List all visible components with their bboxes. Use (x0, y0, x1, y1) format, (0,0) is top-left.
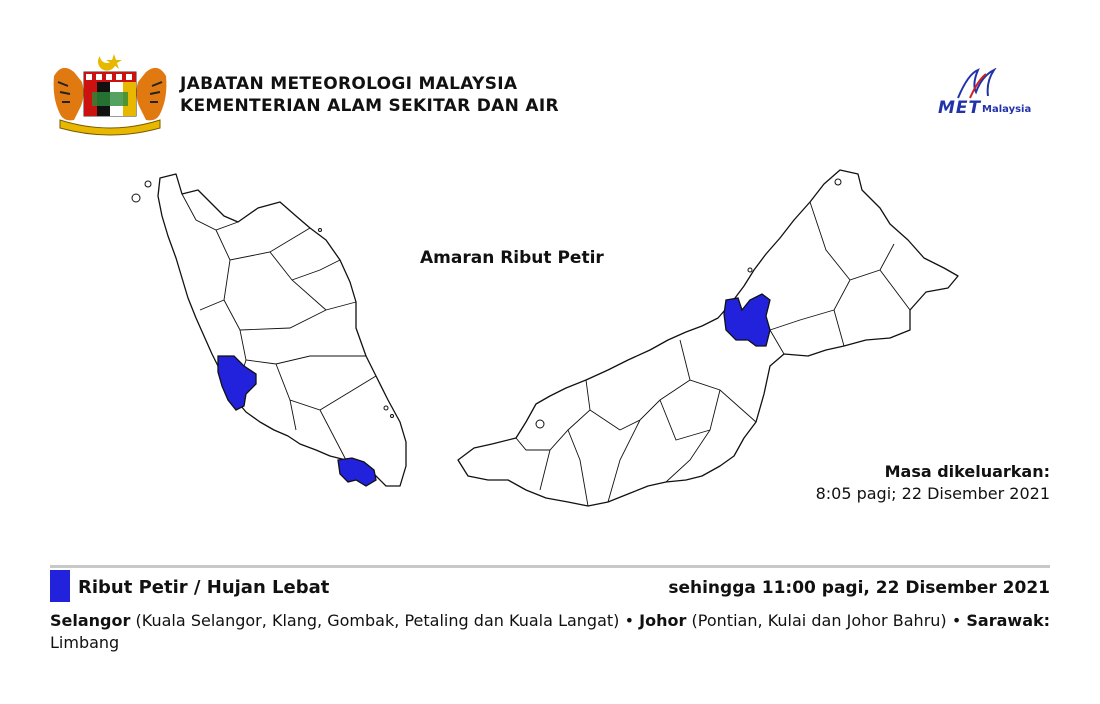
bullet-separator: • (951, 611, 962, 630)
johor-districts: (Pontian, Kulai dan Johor Bahru) (691, 611, 947, 630)
peninsular-malaysia (158, 174, 406, 486)
state-johor: Johor (639, 611, 687, 630)
legend-swatch (50, 570, 70, 602)
affected-areas-text (50, 610, 1050, 654)
legend-label: Ribut Petir / Hujan Lebat (78, 577, 330, 598)
divider (50, 565, 1050, 568)
malaysia-map (120, 160, 1000, 520)
ministry-name: KEMENTERIAN ALAM SEKITAR DAN AIR (180, 96, 559, 116)
met-logo-text: MET (938, 98, 982, 118)
coat-of-arms-icon (48, 52, 172, 136)
bullet-separator: • (624, 611, 635, 630)
malaysia-logo-text: Malaysia (982, 104, 1032, 115)
met-malaysia-logo (930, 68, 1050, 122)
state-sarawak: Sarawak: (966, 611, 1051, 630)
issued-time-label: Masa dikeluarkan: (884, 462, 1050, 481)
state-selangor: Selangor (50, 611, 131, 630)
map-title: Amaran Ribut Petir (420, 248, 604, 268)
issued-time-value: 8:05 pagi; 22 Disember 2021 (815, 484, 1050, 503)
borneo-malaysia (458, 170, 958, 506)
selangor-districts: (Kuala Selangor, Klang, Gombak, Petaling dan Kuala Langat) (135, 611, 620, 630)
sarawak-districts: Limbang (50, 633, 120, 652)
organization-name: JABATAN METEOROLOGI MALAYSIA (180, 74, 518, 94)
valid-until-text: sehingga 11:00 pagi, 22 Disember 2021 (668, 578, 1050, 598)
